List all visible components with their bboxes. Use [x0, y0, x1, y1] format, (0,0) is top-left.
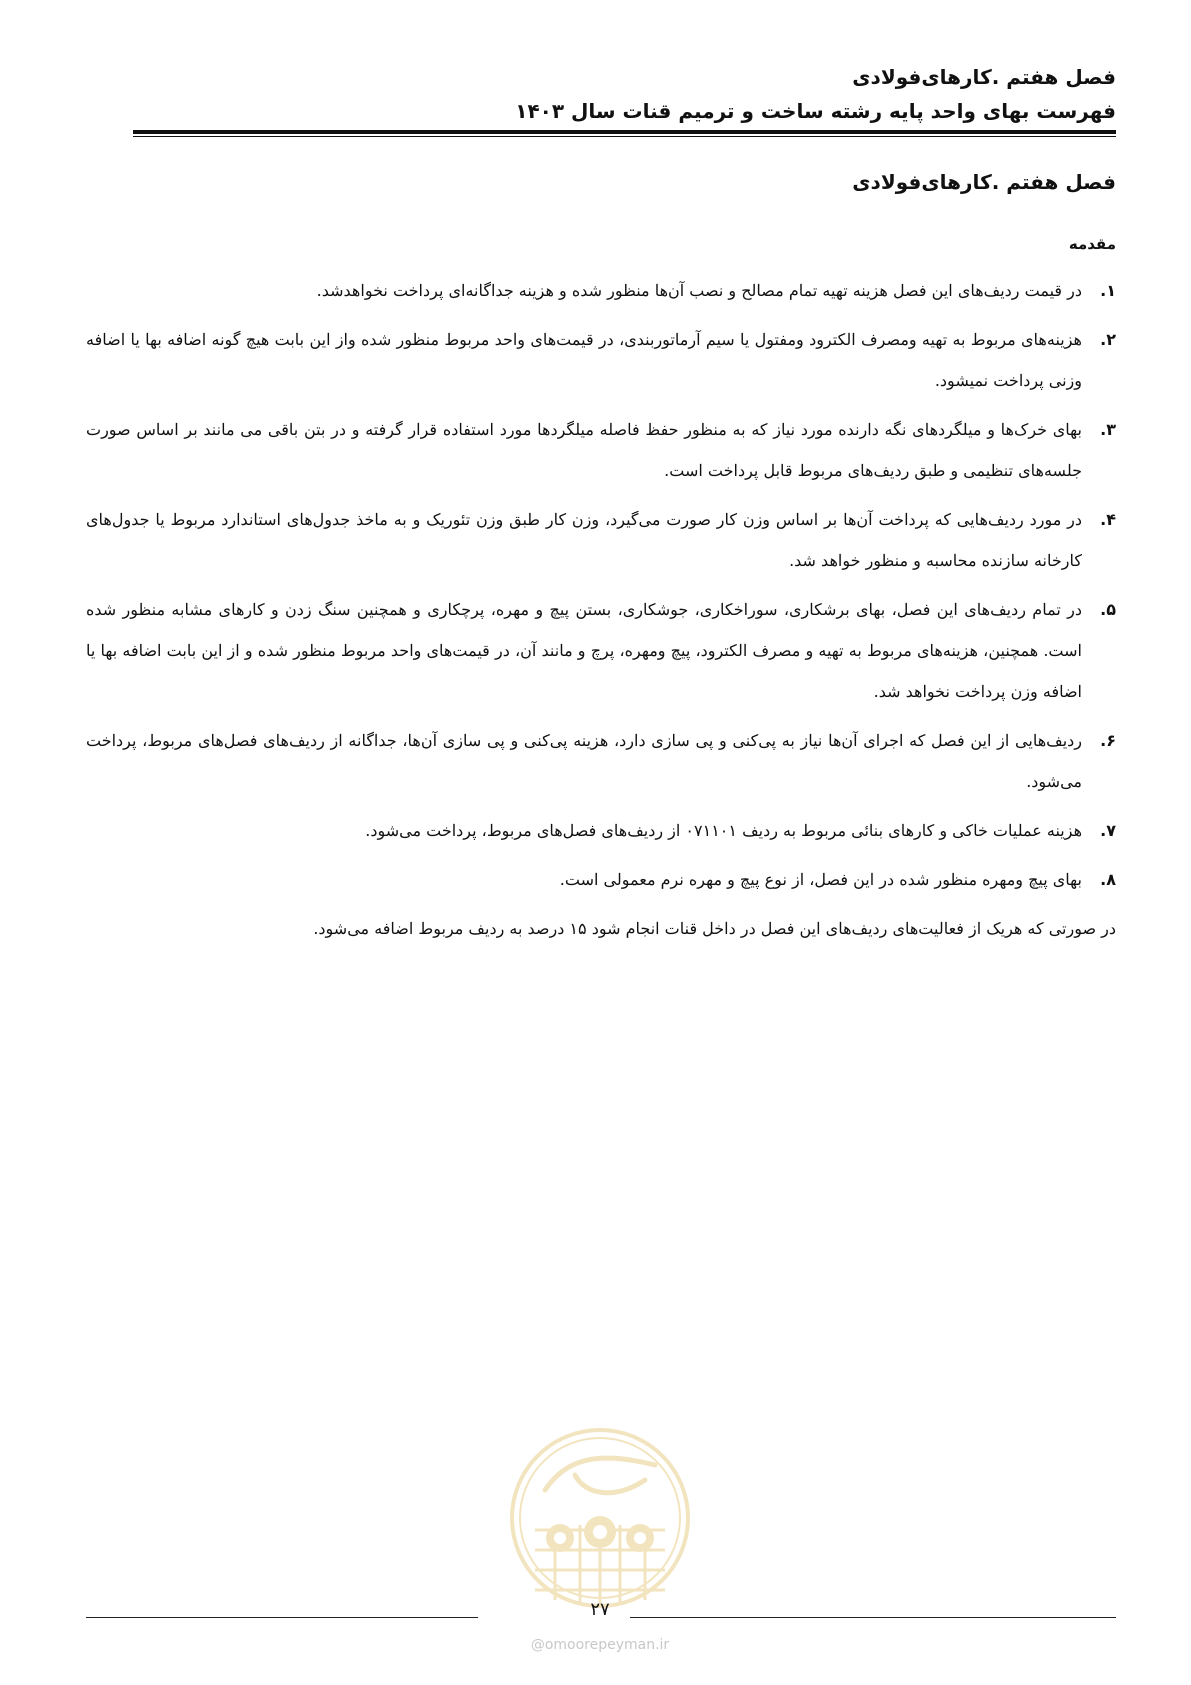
list-item	[86, 810, 1116, 851]
surcharge-note: در صورتی که هریک از فعالیت‌های ردیف‌های این فصل در داخل قنات انجام شود ۱۵ درصد به ردیف مربوط اضافه می‌شود.	[313, 919, 1116, 938]
header-document-title: فهرست بهای واحد پایه رشته ساخت و ترمیم قنات سال ۱۴۰۳	[515, 99, 1116, 123]
footer-divider-right	[630, 1617, 1116, 1618]
list-item-text: بهای پیچ ومهره منظور شده در این فصل، از نوع پیچ و مهره نرم معمولی است.	[559, 870, 1082, 889]
list-item	[86, 319, 1116, 401]
watermark-logo-icon	[505, 1420, 695, 1615]
watermark-url: @omoorepeyman.ir	[530, 1637, 670, 1653]
list-item-number: ۱.	[1100, 281, 1116, 300]
list-item	[86, 499, 1116, 581]
page-number: ۲۷	[590, 1599, 610, 1620]
footer-divider-left	[86, 1617, 478, 1618]
page-header	[133, 60, 1116, 128]
list-item	[86, 720, 1116, 802]
list-item-number: ۷.	[1100, 821, 1116, 840]
list-item	[86, 589, 1116, 712]
intro-heading: مقدمه	[1068, 235, 1116, 253]
header-chapter-title: فصل هفتم .کارهای‌فولادی	[852, 65, 1116, 89]
intro-list	[86, 270, 1116, 949]
list-item-text: ردیف‌هایی از این فصل که اجرای آن‌ها نیاز به پی‌کنی و پی سازی دارد، هزینه پی‌کنی و پی سازی آن‌ها، جداگانه از ردیف‌های فصل‌های مربوط، پرداخت می‌شود.	[86, 731, 1083, 791]
list-item	[86, 270, 1116, 311]
list-item-text: در تمام ردیف‌های این فصل، بهای برشکاری، سوراخکاری، جوشکاری، بستن پیچ و مهره، پرچکاری و همچنین سنگ زدن و کارهای مشابه منظور شده است. همچنین، هزینه‌های مربوط به تهیه و مصرف الکترود، پیچ ومهره، پرچ و مانند آن، در قیمت‌های واحد مربوط منظور شده و از این بابت اضافه بها یا اضافه وزن پرداخت نخواهد شد.	[86, 600, 1083, 701]
list-item-number: ۶.	[1100, 731, 1116, 750]
list-item-text: هزینه‌های مربوط به تهیه ومصرف الکترود ومفتول یا سیم آرماتوربندی، در قیمت‌های واحد مربوط منظور شده واز این بابت هیچ گونه اضافه بها یا اضافه وزنی پرداخت نمیشود.	[86, 330, 1082, 390]
list-item-number: ۳.	[1100, 420, 1116, 439]
header-divider	[133, 130, 1116, 137]
chapter-title: فصل هفتم .کارهای‌فولادی	[852, 170, 1116, 194]
list-item-number: ۵.	[1100, 600, 1116, 619]
list-item	[86, 409, 1116, 491]
list-item-number: ۲.	[1100, 330, 1116, 349]
list-item-text: در قیمت ردیف‌های این فصل هزینه تهیه تمام مصالح و نصب آن‌ها منظور شده و هزینه جداگانه‌ای پرداخت نخواهدشد.	[316, 281, 1082, 300]
list-item-number: ۴.	[1100, 510, 1116, 529]
list-item-text: در مورد ردیف‌هایی که پرداخت آن‌ها بر اساس وزن کار صورت می‌گیرد، وزن کار طبق وزن تئوریک و به ماخذ جدول‌های استاندارد مربوط یا جدول‌های کارخانه سازنده محاسبه و منظور خواهد شد.	[86, 510, 1082, 570]
list-item	[86, 859, 1116, 900]
list-item-text: بهای خرک‌ها و میلگردهای نگه دارنده مورد نیاز که به منظور حفظ فاصله میلگردها مورد استفاده قرار گرفته و در بتن باقی می مانند بر اساس صورت جلسه‌های تنظیمی و طبق ردیف‌های مربوط قابل پرداخت است.	[86, 420, 1082, 480]
list-item-text: هزینه عملیات خاکی و کارهای بنائی مربوط به ردیف ۰۷۱۱۰۱ از ردیف‌های فصل‌های مربوط، پرداخت می‌شود.	[365, 821, 1082, 840]
list-item-number: ۸.	[1100, 870, 1116, 889]
